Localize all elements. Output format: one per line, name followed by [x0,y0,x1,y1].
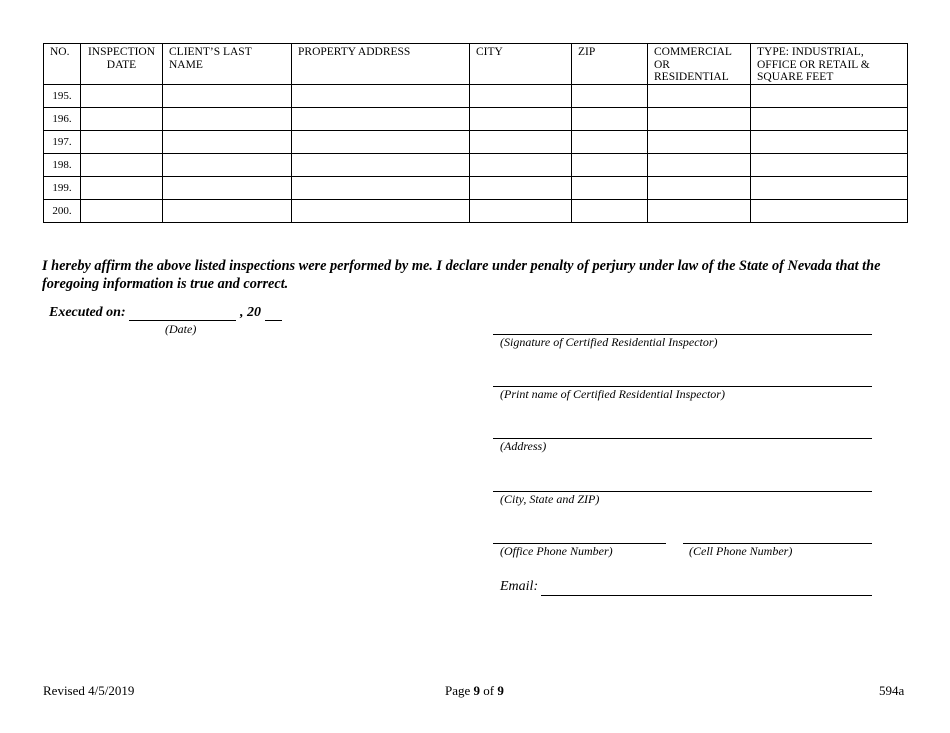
col-header-commercial-residential: COMMERCIAL OR RESIDENTIAL [648,44,751,85]
print-name-caption: (Print name of Certified Residential Inspector) [500,387,725,401]
cell-type-square-feet[interactable] [751,130,908,153]
page-indicator [445,683,504,699]
cell-commercial-residential[interactable] [648,176,751,199]
cell-property-address[interactable] [292,107,470,130]
table-row [44,199,908,222]
table-header-row [44,44,908,85]
row-number: 195. [44,84,81,107]
cell-client-last-name[interactable] [163,199,292,222]
cell-commercial-residential[interactable] [648,130,751,153]
cell-property-address[interactable] [292,84,470,107]
page-current: 9 [473,683,481,698]
cell-zip[interactable] [572,176,648,199]
cell-type-square-feet[interactable] [751,199,908,222]
cell-zip[interactable] [572,153,648,176]
address-caption: (Address) [500,439,547,453]
cell-inspection-date[interactable] [81,153,163,176]
table-row [44,153,908,176]
cell-commercial-residential[interactable] [648,199,751,222]
cell-zip[interactable] [572,84,648,107]
cell-inspection-date[interactable] [81,176,163,199]
page-prefix: Page [445,683,471,698]
row-number: 196. [44,107,81,130]
cell-type-square-feet[interactable] [751,84,908,107]
city-state-zip-caption: (City, State and ZIP) [500,492,600,506]
cell-commercial-residential[interactable] [648,153,751,176]
cell-client-last-name[interactable] [163,153,292,176]
cell-city[interactable] [470,199,572,222]
cell-zip[interactable] [572,130,648,153]
col-header-zip: ZIP [572,44,648,85]
cell-client-last-name[interactable] [163,107,292,130]
cell-city[interactable] [470,84,572,107]
cell-inspection-date[interactable] [81,107,163,130]
cell-inspection-date[interactable] [81,199,163,222]
cell-type-square-feet[interactable] [751,153,908,176]
cell-property-address[interactable] [292,199,470,222]
col-header-city: CITY [470,44,572,85]
form-number: 594a [879,683,905,698]
cell-property-address[interactable] [292,153,470,176]
affirmation-statement: I hereby affirm the above listed inspections were performed by me. I declare under penalty of perjury under law of the State of Nevada that the foregoing information is true and correct. [42,258,881,292]
cell-client-last-name[interactable] [163,176,292,199]
cell-zip[interactable] [572,107,648,130]
col-header-type-square-feet: TYPE: INDUSTRIAL, OFFICE OR RETAIL & SQUARE FEET [751,44,908,85]
cell-city[interactable] [470,107,572,130]
page-total: 9 [497,683,504,698]
cell-commercial-residential[interactable] [648,107,751,130]
office-phone-caption: (Office Phone Number) [500,544,613,558]
date-caption: (Date) [165,322,197,336]
cell-city[interactable] [470,176,572,199]
table-row [44,176,908,199]
table-body [44,84,908,222]
row-number: 199. [44,176,81,199]
cell-inspection-date[interactable] [81,84,163,107]
cell-phone-caption: (Cell Phone Number) [689,544,793,558]
col-header-property-address: PROPERTY ADDRESS [292,44,470,85]
col-header-no: NO. [44,44,81,85]
cell-property-address[interactable] [292,176,470,199]
cell-client-last-name[interactable] [163,130,292,153]
cell-city[interactable] [470,130,572,153]
executed-date-line[interactable] [129,320,236,321]
email-label: Email: [500,579,539,594]
row-number: 200. [44,199,81,222]
cell-city[interactable] [470,153,572,176]
col-header-client-last-name: CLIENT’S LAST NAME [163,44,292,85]
cell-type-square-feet[interactable] [751,107,908,130]
col-header-inspection-date: INSPECTION DATE [81,44,163,85]
cell-client-last-name[interactable] [163,84,292,107]
cell-commercial-residential[interactable] [648,84,751,107]
table-row [44,84,908,107]
executed-on-label: Executed on: [49,305,126,320]
inspection-log-table [43,43,908,223]
executed-year-prefix: , 20 [240,305,261,320]
cell-property-address[interactable] [292,130,470,153]
cell-zip[interactable] [572,199,648,222]
executed-year-line[interactable] [265,320,282,321]
row-number: 197. [44,130,81,153]
address-line[interactable] [493,438,872,439]
row-number: 198. [44,153,81,176]
table-row [44,107,908,130]
cell-inspection-date[interactable] [81,130,163,153]
table-row [44,130,908,153]
cell-type-square-feet[interactable] [751,176,908,199]
revised-date: Revised 4/5/2019 [43,683,135,698]
email-line[interactable] [541,595,872,596]
page-of: of [483,683,495,698]
signature-caption: (Signature of Certified Residential Inspector) [500,335,718,349]
